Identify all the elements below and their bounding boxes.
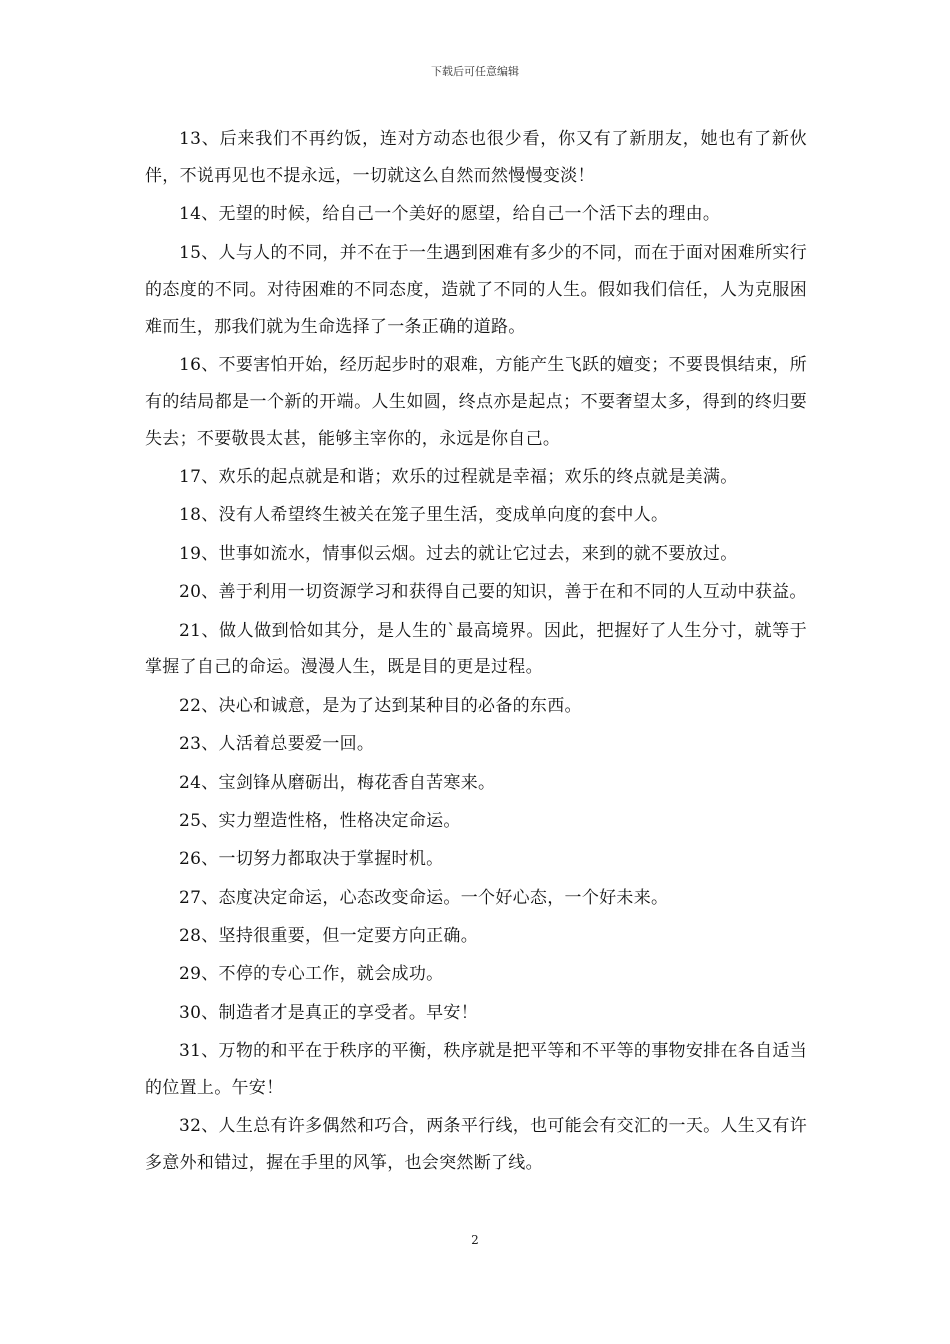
paragraph-26: 26、一切努力都取决于掌握时机。 <box>179 849 444 870</box>
document-body <box>145 121 807 1184</box>
paragraph-30: 30、制造者才是真正的享受者。早安！ <box>179 1002 479 1023</box>
paragraph-32: 32、人生总有许多偶然和巧合，两条平行线，也可能会有交汇的一天。人生又有许多意外和错过，握在手里的风筝，也会突然断了线。 <box>145 1116 807 1174</box>
paragraph-21: 21、做人做到恰如其分，是人生的`最高境界。因此，把握好了人生分寸，就等于掌握了自己的命运。漫漫人生，既是目的更是过程。 <box>145 620 807 678</box>
paragraph-23: 23、人活着总要爱一回。 <box>179 734 375 755</box>
page-header: 下载后可任意编辑 <box>431 65 519 78</box>
paragraph-14: 14、无望的时候，给自己一个美好的愿望，给自己一个活下去的理由。 <box>179 204 721 225</box>
paragraph-24: 24、宝剑锋从磨砺出，梅花香自苦寒来。 <box>179 772 496 793</box>
paragraph-16: 16、不要害怕开始，经历起步时的艰难，方能产生飞跃的嬗变；不要畏惧结束，所有的结局都是一个新的开端。人生如圆，终点亦是起点；不要奢望太多，得到的终归要失去；不要敬畏太甚，能够主宰你的，永远是你自己。 <box>145 354 807 449</box>
paragraph-25: 25、实力塑造性格，性格决定命运。 <box>179 810 461 831</box>
paragraph-15: 15、人与人的不同，并不在于一生遇到困难有多少的不同，而在于面对困难所实行的态度的不同。对待困难的不同态度，造就了不同的人生。假如我们信任，人为克服困难而生，那我们就为生命选择了一条正确的道路。 <box>145 242 807 337</box>
paragraph-31: 31、万物的和平在于秩序的平衡，秩序就是把平等和不平等的事物安排在各自适当的位置上。午安！ <box>145 1040 807 1098</box>
paragraph-19: 19、世事如流水，情事似云烟。过去的就让它过去，来到的就不要放过。 <box>179 543 738 564</box>
paragraph-28: 28、坚持很重要，但一定要方向正确。 <box>179 925 479 946</box>
paragraph-17: 17、欢乐的起点就是和谐；欢乐的过程就是幸福；欢乐的终点就是美满。 <box>179 467 738 488</box>
paragraph-22: 22、决心和诚意，是为了达到某种目的必备的东西。 <box>179 695 582 716</box>
page-number: 2 <box>471 1233 479 1247</box>
paragraph-13: 13、后来我们不再约饭，连对方动态也很少看，你又有了新朋友，她也有了新伙伴，不说再见也不提永远，一切就这么自然而然慢慢变淡！ <box>145 129 807 186</box>
paragraph-27: 27、态度决定命运，心态改变命运。一个好心态，一个好未来。 <box>179 887 669 908</box>
paragraph-20: 20、善于利用一切资源学习和获得自己要的知识，善于在和不同的人互动中获益。 <box>179 582 807 603</box>
paragraph-29: 29、不停的专心工作，就会成功。 <box>179 964 444 985</box>
paragraph-18: 18、没有人希望终生被关在笼子里生活，变成单向度的套中人。 <box>179 505 669 526</box>
